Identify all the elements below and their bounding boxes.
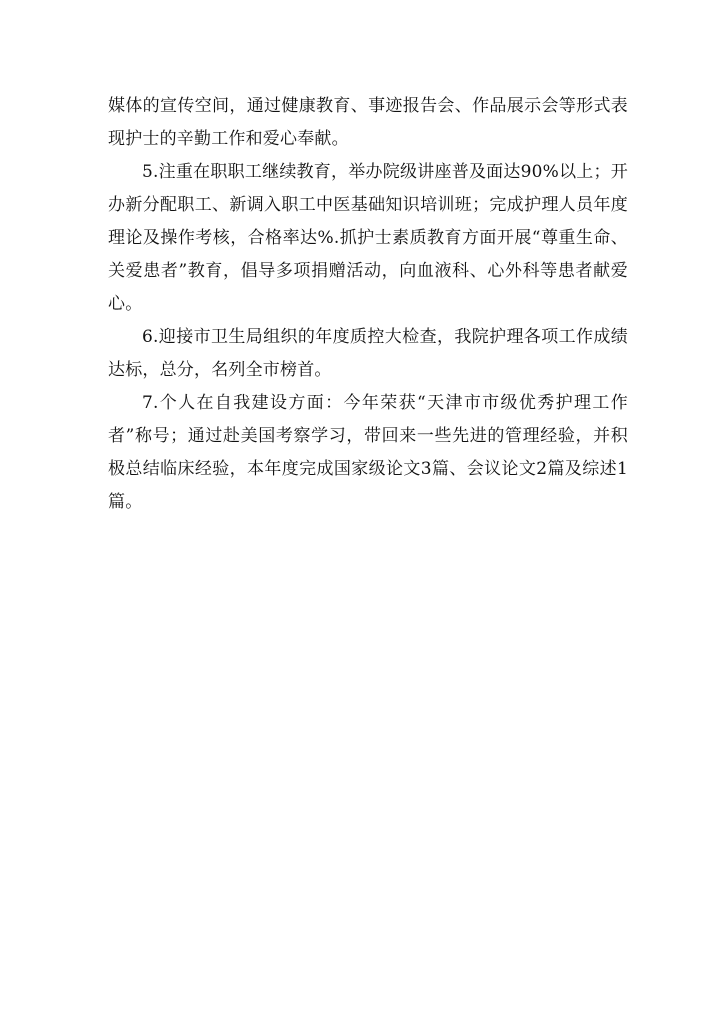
document-body <box>108 90 628 519</box>
paragraph-continuation: 媒体的宣传空间，通过健康教育、事迹报告会、作品展示会等形式表现护士的辛勤工作和爱心奉献。 <box>108 96 628 149</box>
paragraph-item-6: 6.迎接市卫生局组织的年度质控大检查，我院护理各项工作成绩达标，总分，名列全市榜首。 <box>108 327 628 380</box>
paragraph-item-5: 5.注重在职职工继续教育，举办院级讲座普及面达90%以上；开办新分配职工、新调入职工中医基础知识培训班；完成护理人员年度理论及操作考核，合格率达%.抓护士素质教育方面开展“尊重生命、关爱患者”教育，倡导多项捐赠活动，向血液科、心外科等患者献爱心。 <box>108 162 628 314</box>
paragraph-item-7: 7.个人在自我建设方面：今年荣获“天津市市级优秀护理工作者”称号；通过赴美国考察学习，带回来一些先进的管理经验，并积极总结临床经验，本年度完成国家级论文3篇、会议论文2篇及综述1篇。 <box>108 393 628 512</box>
